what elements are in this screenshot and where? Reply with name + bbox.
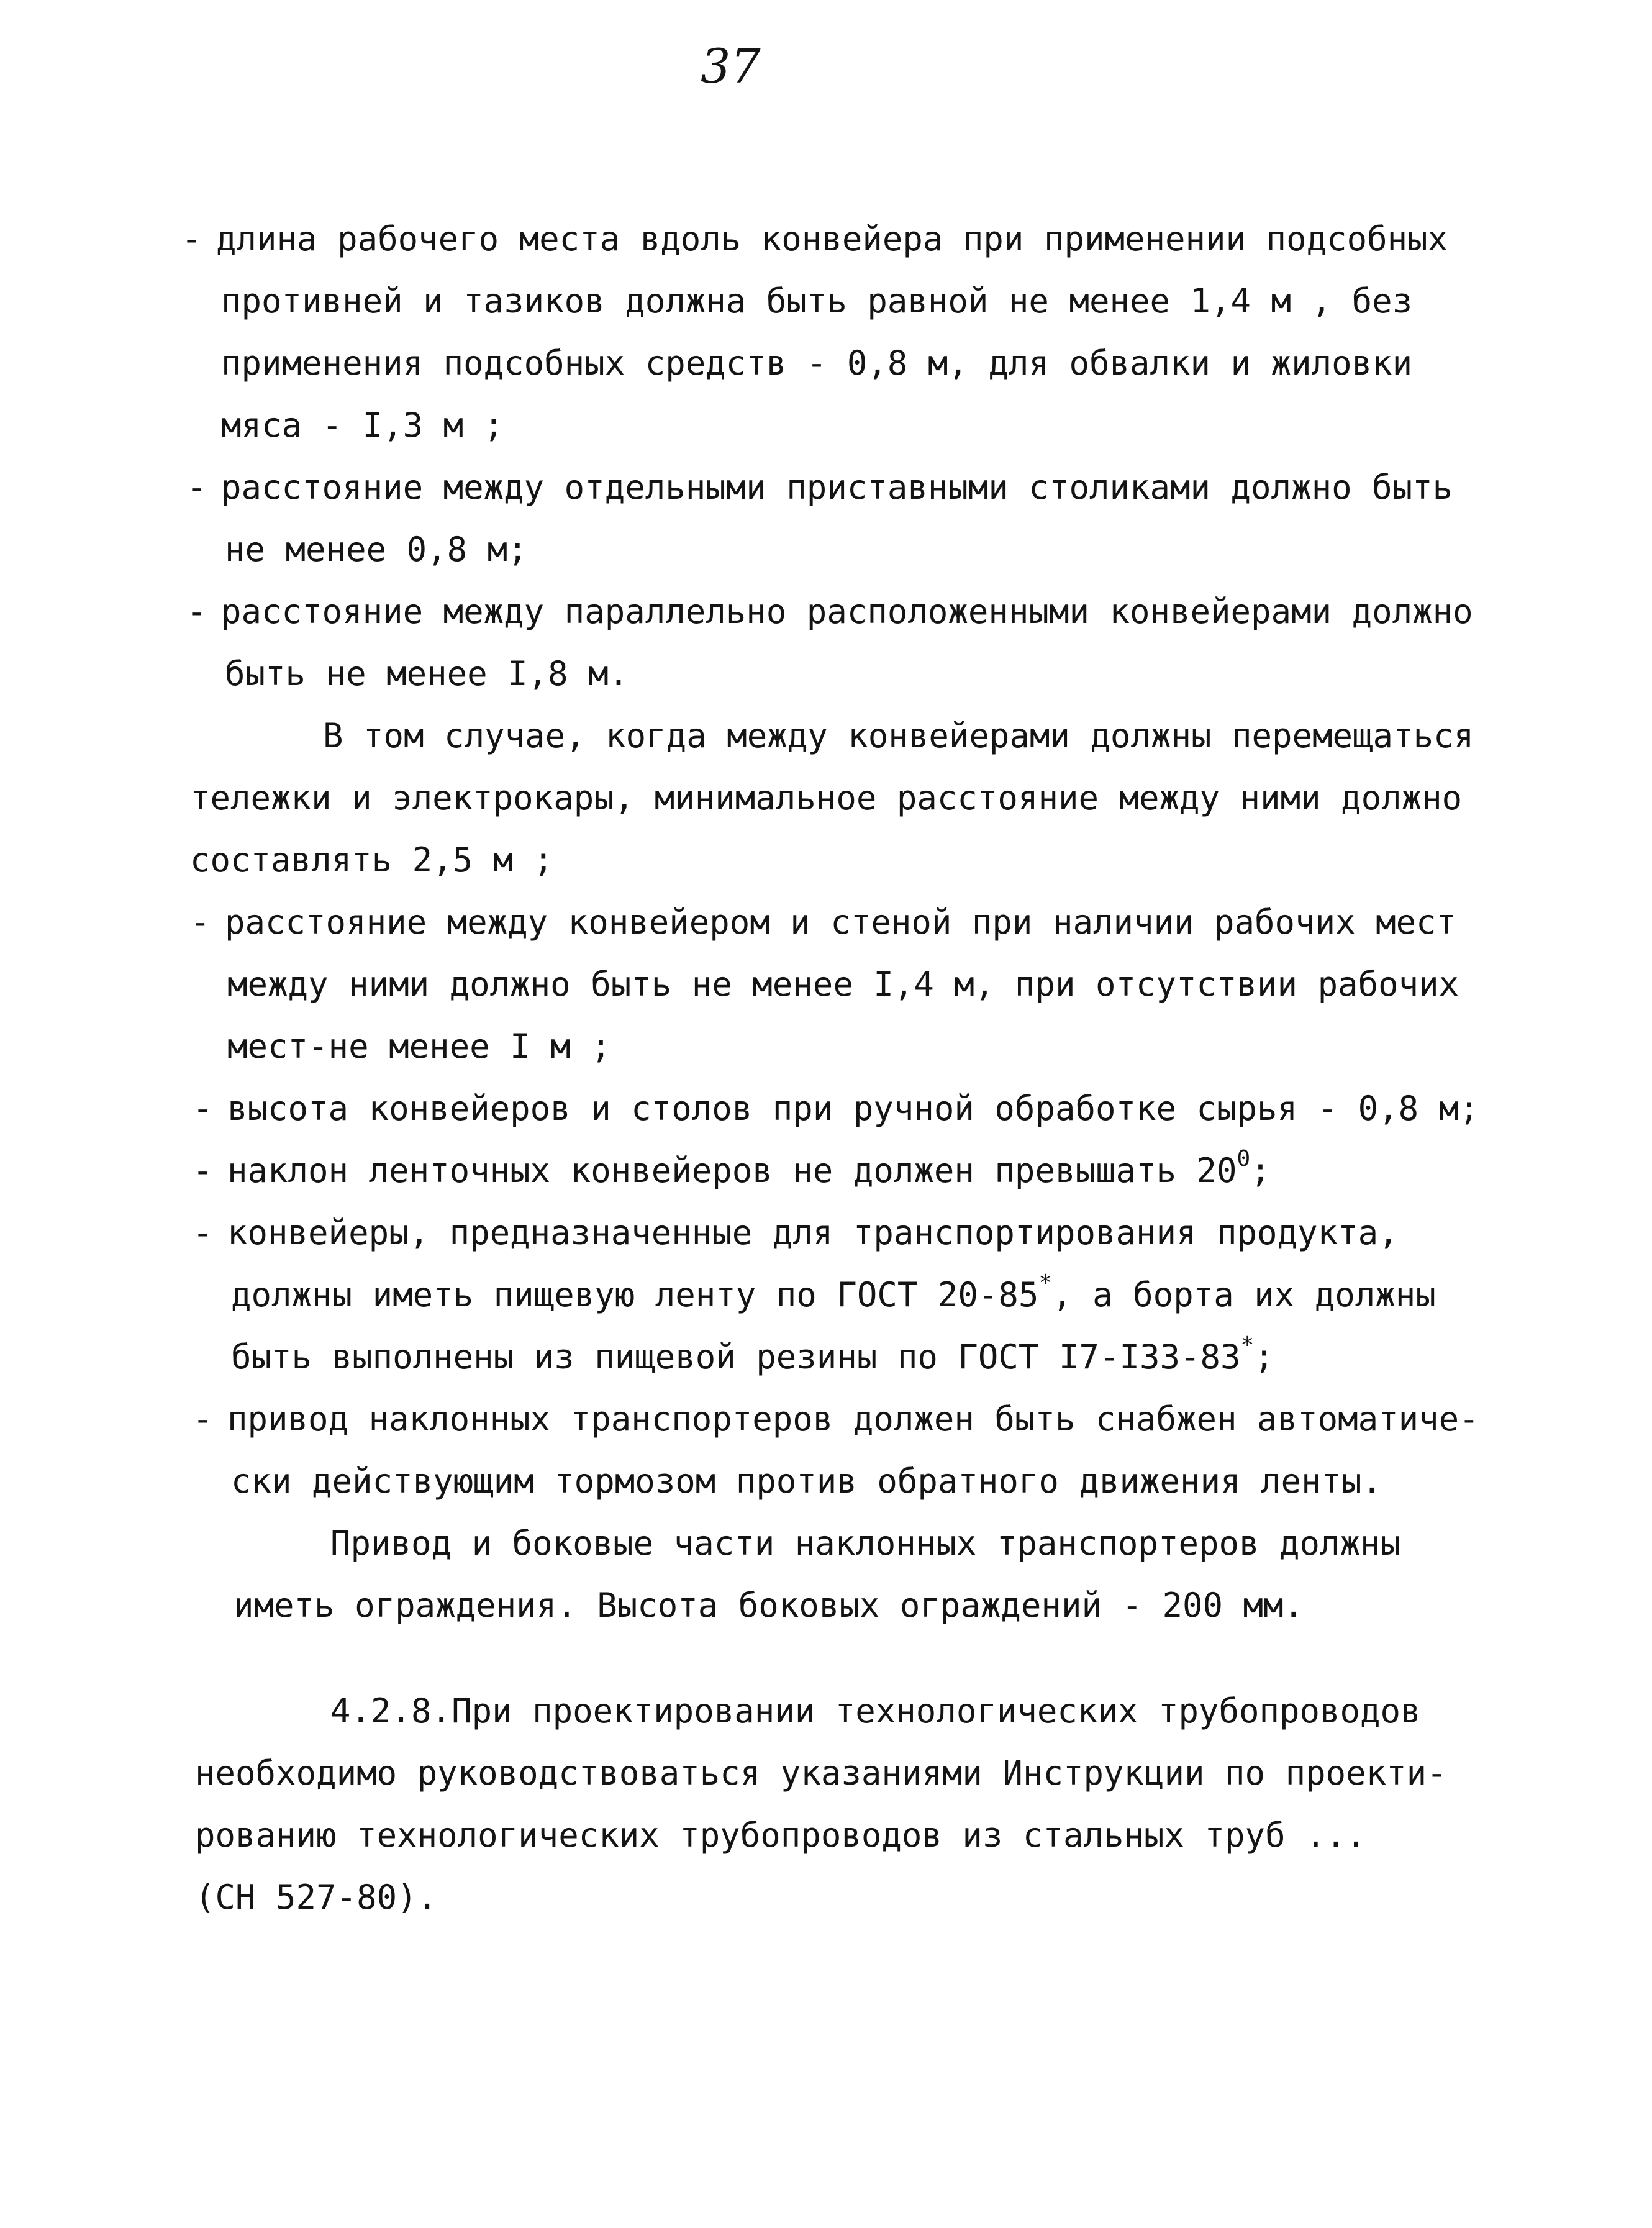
line-text: привод наклонных транспортеров должен быть снабжен автоматиче- (227, 1399, 1479, 1439)
line-text-after: ; (1250, 1151, 1271, 1190)
line-text: не менее 0,8 м; (225, 530, 528, 569)
text-line (193, 1213, 1399, 1252)
line-text: должны иметь пищевую ленту по ГОСТ 20-85 (231, 1275, 1039, 1314)
line-text: расстояние между отдельными приставными столиками должно быть (221, 468, 1453, 507)
line-text-after: , а борта их должны (1052, 1275, 1436, 1314)
asterisk-superscript: * (1240, 1332, 1255, 1358)
line-text: противней и тазиков должна быть равной не менее 1,4 м , без (221, 281, 1413, 321)
text-line (330, 1524, 1401, 1563)
text-line (190, 778, 1463, 817)
line-text: 4.2.8.При проектировании технологических трубопроводов (330, 1691, 1421, 1730)
line-text: ски действующим тормозом против обратного движения ленты. (231, 1462, 1382, 1501)
list-dash: - (193, 1089, 213, 1128)
text-line (186, 468, 1453, 507)
line-text: иметь ограждения. Высота боковых ограждений - 200 мм. (234, 1586, 1304, 1625)
line-text: высота конвейеров и столов при ручной обработке сырья - 0,8 м; (227, 1089, 1479, 1128)
text-line (190, 840, 554, 880)
text-line (193, 1089, 1479, 1128)
text-line (227, 965, 1459, 1004)
text-line (234, 1586, 1304, 1625)
list-dash: - (193, 1213, 213, 1252)
text-line (227, 1027, 611, 1066)
line-text: необходимо руководствоваться указаниями Инструкции по проекти- (195, 1753, 1447, 1793)
line-text: тележки и электрокары, минимальное расстояние между ними должно (190, 778, 1463, 817)
list-dash: - (181, 219, 202, 258)
list-dash: - (193, 1399, 213, 1439)
line-text: расстояние между конвейером и стеной при наличии рабочих мест (225, 903, 1457, 942)
text-line (225, 530, 528, 569)
text-line (323, 716, 1474, 755)
line-text: быть выполнены из пищевой резины по ГОСТ I7-I33-83 (231, 1337, 1241, 1376)
line-text: между ними должно быть не менее I,4 м, при отсутствии рабочих (227, 965, 1459, 1004)
line-text: расстояние между параллельно расположенными конвейерами должно (221, 592, 1473, 631)
line-text: наклон ленточных конвейеров не должен превышать 20 (227, 1151, 1237, 1190)
line-text-after: ; (1254, 1337, 1274, 1376)
text-line (193, 1146, 1271, 1190)
line-text: применения подсобных средств - 0,8 м, для обвалки и жиловки (221, 343, 1413, 383)
text-line (190, 903, 1457, 942)
line-text: составлять 2,5 м ; (190, 840, 554, 880)
text-line (195, 1878, 438, 1917)
line-text: мест-не менее I м ; (227, 1027, 611, 1066)
line-text: (СН 527-80). (195, 1878, 438, 1917)
line-text: длина рабочего места вдоль конвейера при применении подсобных (216, 219, 1448, 258)
line-text: В том случае, когда между конвейерами должны перемещаться (323, 716, 1474, 755)
line-text: мяса - I,3 м ; (221, 406, 504, 445)
line-text: Привод и боковые части наклонных транспортеров должны (330, 1524, 1401, 1563)
page-number: 37 (701, 39, 761, 94)
text-line (221, 343, 1413, 383)
line-text: быть не менее I,8 м. (225, 654, 629, 693)
line-text: рованию технологических трубопроводов из стальных труб ... (195, 1816, 1366, 1855)
text-line (221, 281, 1413, 321)
list-dash: - (186, 592, 207, 631)
text-line (231, 1270, 1436, 1314)
text-line (195, 1816, 1366, 1855)
text-line (221, 406, 504, 445)
text-line (225, 654, 629, 693)
list-dash: - (190, 903, 211, 942)
text-line (186, 592, 1473, 631)
text-line (195, 1753, 1447, 1793)
text-line (231, 1462, 1382, 1501)
asterisk-superscript: * (1038, 1270, 1053, 1296)
text-line (193, 1399, 1479, 1439)
line-text: конвейеры, предназначенные для транспортирования продукта, (227, 1213, 1399, 1252)
list-dash: - (186, 468, 207, 507)
degree-superscript: 0 (1237, 1146, 1251, 1171)
text-line (330, 1691, 1421, 1730)
list-dash: - (193, 1151, 213, 1190)
text-line (231, 1332, 1274, 1376)
text-line (181, 219, 1448, 258)
